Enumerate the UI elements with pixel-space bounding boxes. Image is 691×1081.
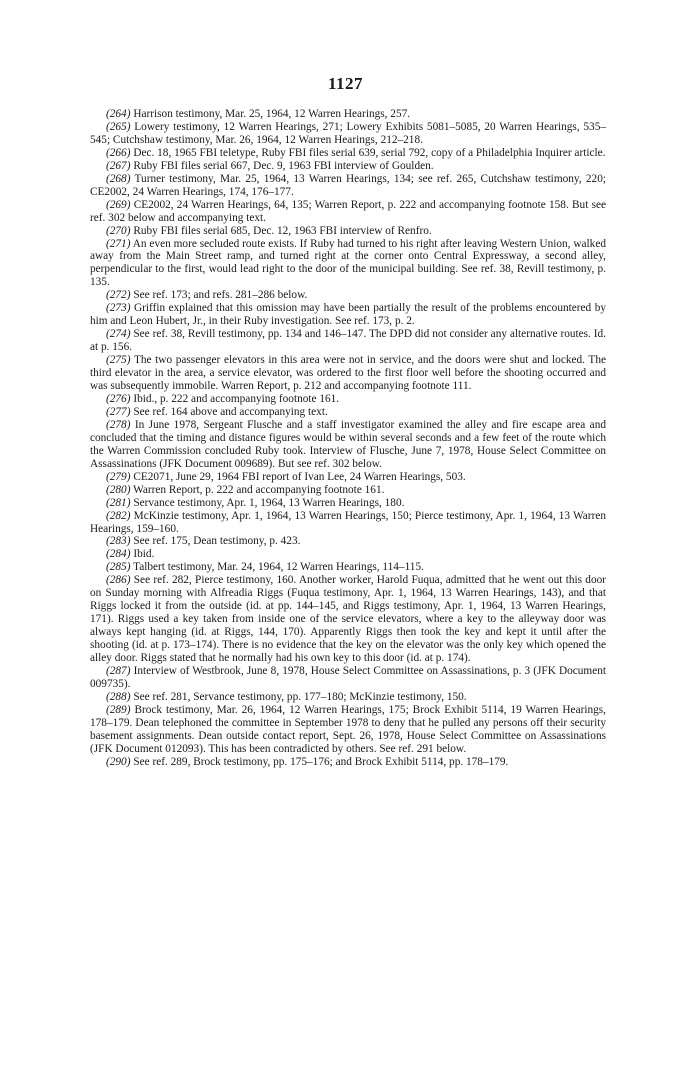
footnote-ref: (265): [106, 120, 131, 133]
footnote: [90, 471, 606, 484]
footnote-ref: (288): [106, 690, 131, 703]
footnote-text: Harrison testimony, Mar. 25, 1964, 12 Warren Hearings, 257.: [133, 108, 411, 120]
footnote-text: Warren Report, p. 222 and accompanying footnote 161.: [133, 483, 385, 496]
footnote: [90, 328, 606, 354]
footnote-ref: (273): [106, 302, 131, 315]
footnote-text: McKinzie testimony, Apr. 1, 1964, 13 Warren Hearings, 150; Pierce testimony, Apr. 1, 1964, 13 Warren Hearings, 159–160.: [90, 509, 606, 535]
footnote: [90, 548, 606, 561]
footnote: [90, 238, 606, 290]
footnote-text: See ref. 164 above and accompanying text.: [133, 405, 328, 418]
footnote-ref: (269): [106, 198, 131, 211]
footnote: [90, 561, 606, 574]
footnote-text: Dec. 18, 1965 FBI teletype, Ruby FBI files serial 639, serial 792, copy of a Philadelphia Inquirer article.: [133, 146, 606, 159]
footnote: [90, 406, 606, 419]
footnote-ref: (271): [106, 237, 131, 250]
footnote-ref: (281): [106, 496, 131, 509]
footnote: [90, 108, 606, 121]
footnote-text: See ref. 289, Brock testimony, pp. 175–176; and Brock Exhibit 5114, pp. 178–179.: [133, 755, 509, 768]
footnotes-list: [90, 108, 606, 769]
footnote-ref: (275): [106, 354, 131, 367]
footnote-text: See ref. 173; and refs. 281–286 below.: [133, 289, 308, 302]
footnote-ref: (279): [106, 470, 131, 483]
footnote-text: See ref. 282, Pierce testimony, 160. Another worker, Harold Fuqua, admitted that he went out this door on Sunday morning with Alfreadia Riggs (Fuqua testimony, Apr. 1, 1964, 13 Warren Hearings, 143), and that Riggs locked it from the outside (id. at pp. 144–145, and Riggs testimony, Apr. 1, 1964, 13 Warren Hearings, 171). Riggs used a key taken from inside one of the service elevators, where a key to the alleyway door was always kept hanging (id. at Riggs, 144, 170). Apparently Riggs then took the key and kept it until after the shooting (id. at p. 173–174). There is no evidence that the key on the elevator was the only key which opened the alley door. Riggs stated that he normally had his own key to this door (id. at p. 174).: [90, 574, 606, 665]
footnote-text: In June 1978, Sergeant Flusche and a staff investigator examined the alley and fire escape area and concluded that the timing and distance figures would be within several seconds and a few feet of the route which the Warren Commission concluded Ruby took. Interview of Flusche, June 7, 1978, House Select Committee on Assassinations (JFK Document 009689). But see ref. 302 below.: [90, 418, 606, 470]
footnote: [90, 121, 606, 147]
footnote: [90, 756, 606, 769]
footnote: [90, 419, 606, 471]
footnote-text: Ibid., p. 222 and accompanying footnote 161.: [133, 392, 340, 405]
footnote-ref: (267): [106, 159, 131, 172]
footnote: [90, 199, 606, 225]
footnote: [90, 574, 606, 665]
footnote-text: See ref. 281, Servance testimony, pp. 177–180; McKinzie testimony, 150.: [133, 690, 467, 703]
footnote-ref: (274): [106, 328, 131, 341]
footnote-ref: (286): [106, 574, 131, 587]
footnote-text: Ruby FBI files serial 685, Dec. 12, 1963 FBI interview of Renfro.: [133, 224, 432, 237]
footnote-text: Talbert testimony, Mar. 24, 1964, 12 Warren Hearings, 114–115.: [133, 561, 424, 574]
footnote-text: Interview of Westbrook, June 8, 1978, House Select Committee on Assassinations, p. 3 (JFK Document 009735).: [90, 664, 607, 690]
footnote-ref: (276): [106, 392, 131, 405]
footnote-text: See ref. 38, Revill testimony, pp. 134 and 146–147. The DPD did not consider any alternative routes. Id. at p. 156.: [90, 328, 606, 354]
footnote-ref: (283): [106, 535, 131, 548]
footnote: [90, 393, 606, 406]
footnote-text: See ref. 175, Dean testimony, p. 423.: [133, 535, 301, 548]
footnote-ref: (282): [106, 509, 131, 522]
footnote: [90, 160, 606, 173]
footnote-ref: (277): [106, 405, 131, 418]
footnote: [90, 497, 606, 510]
footnote-text: Turner testimony, Mar. 25, 1964, 13 Warren Hearings, 134; see ref. 265, Cutchshaw testimony, 220; CE2002, 24 Warren Hearings, 174, 176–177.: [90, 172, 606, 198]
footnote-text: CE2002, 24 Warren Hearings, 64, 135; Warren Report, p. 222 and accompanying footnote 158. But see ref. 302 below and accompanying text.: [90, 198, 606, 224]
footnote-ref: (278): [106, 418, 131, 431]
footnote-text: Griffin explained that this omission may have been partially the result of the problems encountered by him and Leon Hubert, Jr., in their Ruby investigation. See ref. 173, p. 2.: [90, 302, 606, 328]
footnote: [90, 535, 606, 548]
footnote-ref: (285): [106, 561, 131, 574]
footnote: [90, 173, 606, 199]
footnote-text: Lowery testimony, 12 Warren Hearings, 271; Lowery Exhibits 5081–5085, 20 Warren Hearings, 535–545; Cutchshaw testimony, Mar. 26, 1964, 12 Warren Hearings, 212–218.: [90, 120, 606, 146]
footnote: [90, 704, 606, 756]
footnote-text: An even more secluded route exists. If Ruby had turned to his right after leaving Western Union, walked away from the Main Street ramp, and turned right at the corner onto Central Expressway, a second alley, perpendicular to the first, would lead right to the door of the municipal building. See ref. 38, Revill testimony, p. 135.: [90, 237, 606, 289]
footnote-ref: (270): [106, 224, 131, 237]
footnote: [90, 510, 606, 536]
footnote-text: Ruby FBI files serial 667, Dec. 9, 1963 FBI interview of Goulden.: [133, 159, 434, 172]
page-number: 1127: [327, 74, 364, 93]
footnote: [90, 147, 606, 160]
footnote-text: Servance testimony, Apr. 1, 1964, 13 Warren Hearings, 180.: [133, 496, 405, 509]
footnote: [90, 225, 606, 238]
footnote-ref: (287): [106, 664, 131, 677]
footnote: [90, 354, 606, 393]
footnote: [90, 302, 606, 328]
footnote-ref: (284): [106, 548, 131, 561]
footnote: [90, 665, 606, 691]
footnote-text: Ibid.: [133, 548, 155, 561]
footnote-ref: (290): [106, 755, 131, 768]
footnote-ref: (289): [106, 703, 131, 716]
footnote: [90, 289, 606, 302]
footnote-ref: (264): [106, 108, 131, 120]
footnote-text: The two passenger elevators in this area were not in service, and the doors were shut and locked. The third elevator in the area, a service elevator, was ordered to the first floor well before the shooting occurred and was subsequently immobile. Warren Report, p. 212 and accompanying footnote 111.: [90, 354, 606, 393]
footnote-text: Brock testimony, Mar. 26, 1964, 12 Warren Hearings, 175; Brock Exhibit 5114, 19 Warren Hearings, 178–179. Dean telephoned the committee in September 1978 to deny that he pulled any persons off their security basement assignments. Dean outside contact report, Sept. 26, 1978, House Select Committee on Assassinations (JFK Document 012093). This has been contradicted by others. See ref. 291 below.: [90, 703, 606, 755]
footnote-text: CE2071, June 29, 1964 FBI report of Ivan Lee, 24 Warren Hearings, 503.: [133, 470, 466, 483]
footnote-ref: (272): [106, 289, 131, 302]
footnote-ref: (280): [106, 483, 131, 496]
footnote: [90, 484, 606, 497]
footnote-ref: (266): [106, 146, 131, 159]
footnote: [90, 691, 606, 704]
footnote-ref: (268): [106, 172, 131, 185]
